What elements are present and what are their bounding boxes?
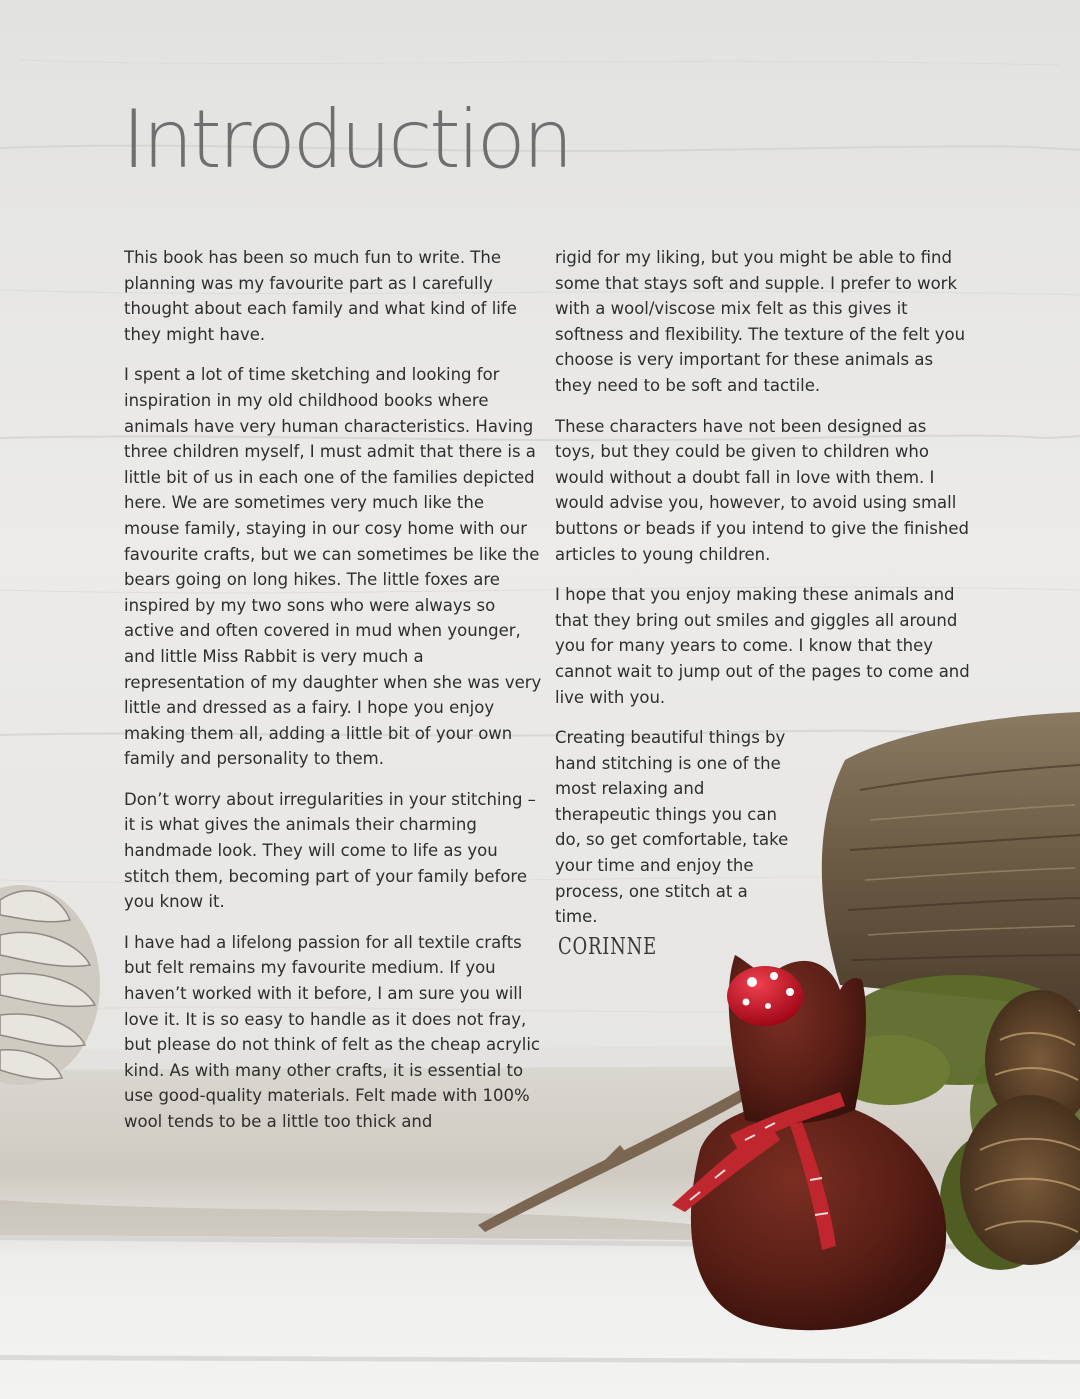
author-signature: CORINNE [558, 934, 657, 960]
paragraph: I spent a lot of time sketching and looking for inspiration in my old childhood books where animals have very human characteristics. Having three children myself, I must admit that there is a little bit of us in each one of the families depicted here. We are sometimes very much like the mouse family, staying in our cosy home with our favourite crafts, but we can sometimes be like the bears going on long hikes. The little foxes are inspired by my two sons who were always so active and often covered in mud when younger, and little Miss Rabbit is very much a representation of my daughter when she was very little and dressed as a fairy. I hope you enjoy making them all, adding a little bit of your own family and personality to them. [124, 365, 542, 769]
page-title: Introduction [122, 93, 571, 186]
paragraph: Creating beautiful things by hand stitching is one of the most relaxing and therapeutic things you can do, so get comfortable, take your time and enjoy the process, one stitch at a time. [555, 728, 789, 927]
paragraph: I hope that you enjoy making these animals and that they bring out smiles and giggles all around you for many years to come. I know that they cannot wait to jump out of the pages to come and live with you. [555, 585, 970, 707]
paragraph: Don’t worry about irregularities in your stitching – it is what gives the animals their charming handmade look. They will come to life as you stitch them, becoming part of your family before you know it. [124, 789, 536, 912]
paragraph: rigid for my liking, but you might be able to find some that stays soft and supple. I prefer to work with a wool/viscose mix felt as this gives it softness and flexibility. The texture of the felt you choose is very important for these animals as they need to be soft and tactile. [555, 248, 966, 395]
text-column-left [124, 245, 542, 1150]
paragraph: This book has been so much fun to write. The planning was my favourite part as I carefully thought about each family and what kind of life they might have. [124, 248, 517, 344]
paragraph: These characters have not been designed as toys, but they could be given to children who would without a doubt fall in love with them. I would advise you, however, to avoid using small buttons or beads if you intend to give the finished articles to young children. [555, 416, 969, 564]
text-column-right [555, 245, 971, 945]
paragraph: I have had a lifelong passion for all textile crafts but felt remains my favourite medium. If you haven’t worked with it before, I am sure you will love it. It is so easy to handle as it does not fray, but please do not think of felt as the cheap acrylic kind. As with many other crafts, it is essential to use good-quality materials. Felt made with 100% wool tends to be a little too thick and [124, 932, 540, 1131]
